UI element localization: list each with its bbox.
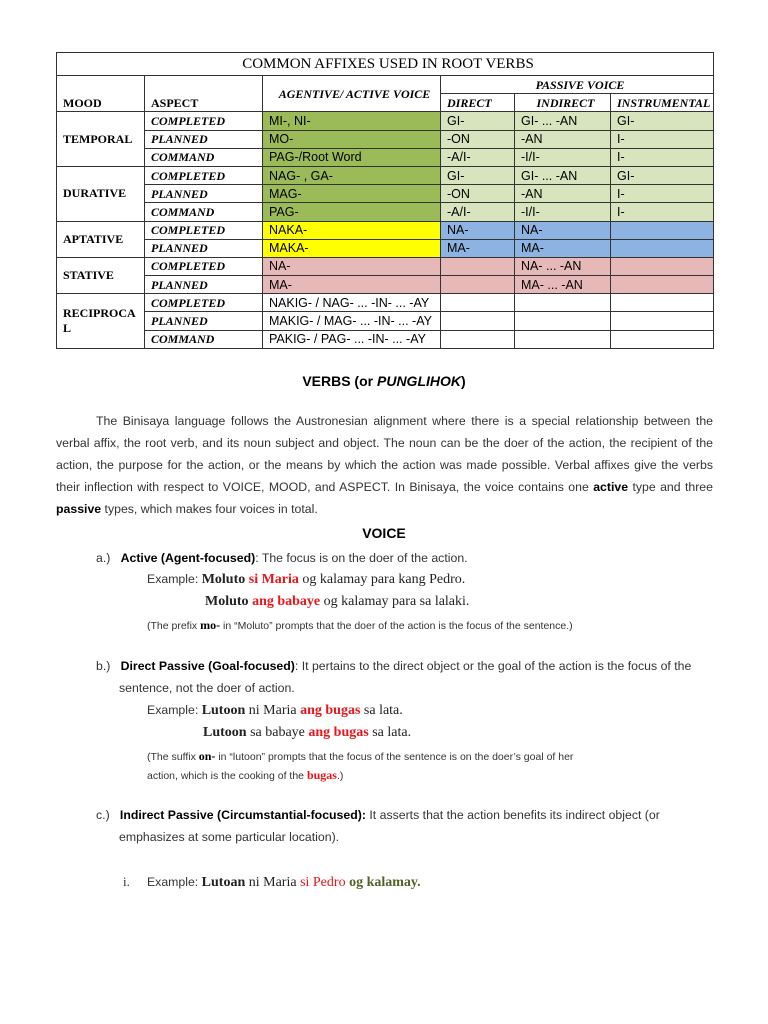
- indirect-cell: MA- ... -AN: [515, 276, 611, 294]
- instrumental-cell: I-: [611, 185, 714, 203]
- active-cell: MI-, NI-: [263, 112, 441, 130]
- direct-passive-item: b.) Direct Passive (Goal-focused): It pertains to the direct object or the goal of the action is the focus of the: [96, 659, 692, 673]
- indirect-cell: -I/I-: [515, 203, 611, 221]
- instrumental-cell: [611, 312, 714, 330]
- header-direct: DIRECT: [441, 94, 515, 112]
- indirect-cell: [515, 312, 611, 330]
- direct-cell: GI-: [441, 112, 515, 130]
- indirect-cell: MA-: [515, 239, 611, 257]
- aspect-cell: PLANNED: [145, 185, 263, 203]
- aspect-cell: COMPLETED: [145, 294, 263, 312]
- table-row: [57, 330, 714, 348]
- aspect-cell: COMPLETED: [145, 257, 263, 275]
- indirect-passive-item: c.) Indirect Passive (Circumstantial-focused): It asserts that the action benefits its indirect object (or: [96, 808, 660, 822]
- active-cell: PAKIG- / PAG- ... -IN- ... -AY: [263, 330, 441, 348]
- indirect-cell: NA-: [515, 221, 611, 239]
- header-passive: PASSIVE VOICE: [441, 76, 714, 94]
- instrumental-cell: I-: [611, 130, 714, 148]
- aspect-cell: PLANNED: [145, 239, 263, 257]
- aspect-cell: COMMAND: [145, 330, 263, 348]
- indirect-cell: -AN: [515, 130, 611, 148]
- direct-note-2: action, which is the cooking of the bugas.): [147, 768, 344, 782]
- table-row: [57, 112, 714, 130]
- instrumental-cell: I-: [611, 148, 714, 166]
- table-row: [57, 148, 714, 166]
- aspect-cell: COMPLETED: [145, 112, 263, 130]
- direct-cell: [441, 276, 515, 294]
- direct-cell: [441, 257, 515, 275]
- direct-cell: -ON: [441, 185, 515, 203]
- mood-stative: STATIVE: [57, 257, 145, 293]
- aspect-cell: PLANNED: [145, 130, 263, 148]
- verbs-heading: VERBS (or PUNGLIHOK): [302, 373, 466, 389]
- affix-table: [56, 52, 714, 349]
- direct-passive-desc-2: sentence, not the doer of action.: [119, 681, 295, 695]
- active-example-1: Example: Moluto si Maria og kalamay para kang Pedro.: [147, 572, 466, 587]
- active-cell: NAG- , GA-: [263, 166, 441, 184]
- active-cell: MA-: [263, 276, 441, 294]
- active-cell: PAG-/Root Word: [263, 148, 441, 166]
- table-row: [57, 166, 714, 184]
- instrumental-cell: [611, 239, 714, 257]
- direct-cell: [441, 294, 515, 312]
- instrumental-cell: [611, 294, 714, 312]
- indirect-cell: [515, 330, 611, 348]
- aspect-cell: COMMAND: [145, 148, 263, 166]
- indirect-cell: NA- ... -AN: [515, 257, 611, 275]
- table-row: [57, 185, 714, 203]
- table-row: [57, 239, 714, 257]
- active-voice-item: a.) Active (Agent-focused): The focus is on the doer of the action.: [96, 551, 468, 565]
- active-cell: NA-: [263, 257, 441, 275]
- instrumental-cell: I-: [611, 203, 714, 221]
- active-cell: NAKA-: [263, 221, 441, 239]
- active-example-2: Moluto ang babaye og kalamay para sa lalaki.: [205, 594, 470, 609]
- direct-cell: GI-: [441, 166, 515, 184]
- table-row: [57, 221, 714, 239]
- header-mood: MOOD: [57, 76, 145, 112]
- direct-example-2: Lutoon sa babaye ang bugas sa lata.: [203, 725, 412, 740]
- instrumental-cell: [611, 221, 714, 239]
- active-note: (The prefix mo- in “Moluto” prompts that the doer of the action is the focus of the sentence.): [147, 618, 573, 632]
- header-instrumental: INSTRUMENTAL: [611, 94, 714, 112]
- table-row: [57, 294, 714, 312]
- instrumental-cell: GI-: [611, 112, 714, 130]
- aspect-cell: PLANNED: [145, 276, 263, 294]
- table-row: [57, 203, 714, 221]
- direct-cell: -A/I-: [441, 148, 515, 166]
- mood-aptative: APTATIVE: [57, 221, 145, 257]
- table-title: COMMON AFFIXES USED IN ROOT VERBS: [57, 53, 714, 76]
- table-row: [57, 257, 714, 275]
- direct-cell: MA-: [441, 239, 515, 257]
- mood-temporal: TEMPORAL: [57, 112, 145, 167]
- instrumental-cell: GI-: [611, 166, 714, 184]
- active-cell: PAG-: [263, 203, 441, 221]
- direct-cell: NA-: [441, 221, 515, 239]
- indirect-cell: [515, 294, 611, 312]
- instrumental-cell: [611, 276, 714, 294]
- direct-cell: [441, 312, 515, 330]
- table-row: [57, 130, 714, 148]
- direct-cell: -A/I-: [441, 203, 515, 221]
- instrumental-cell: [611, 257, 714, 275]
- intro-paragraph: The Binisaya language follows the Austronesian alignment where there is a special relationship between the verbal affix, the root verb, and its noun subject and object. The noun can be the doer of the action, the recipient of the action, the purpose for the action, or the means by which the action was made possible. Verbal affixes give the verbs their inflection with respect to VOICE, MOOD, and ASPECT. In Binisaya, the voice contains one active type and three passive types, which makes four voices in total.: [56, 414, 713, 516]
- direct-cell: -ON: [441, 130, 515, 148]
- direct-cell: [441, 330, 515, 348]
- aspect-cell: COMPLETED: [145, 166, 263, 184]
- active-cell: NAKIG- / NAG- ... -IN- ... -AY: [263, 294, 441, 312]
- aspect-cell: PLANNED: [145, 312, 263, 330]
- mood-reciprocal: RECIPROCA L: [57, 294, 145, 349]
- active-cell: MAKA-: [263, 239, 441, 257]
- aspect-cell: COMPLETED: [145, 221, 263, 239]
- header-agentive: AGENTIVE/ ACTIVE VOICE: [263, 76, 441, 112]
- indirect-example-1: i. Example: Lutoan ni Maria si Pedro og kalamay.: [123, 874, 421, 890]
- table-row: [57, 276, 714, 294]
- active-cell: MAKIG- / MAG- ... -IN- ... -AY: [263, 312, 441, 330]
- table-row: [57, 312, 714, 330]
- voice-heading: VOICE: [362, 525, 406, 541]
- mood-durative: DURATIVE: [57, 166, 145, 221]
- indirect-cell: -AN: [515, 185, 611, 203]
- active-cell: MAG-: [263, 185, 441, 203]
- header-aspect: ASPECT: [145, 76, 263, 112]
- indirect-passive-desc-2: emphasizes at some particular location).: [119, 830, 340, 844]
- active-cell: MO-: [263, 130, 441, 148]
- header-indirect: INDIRECT: [515, 94, 611, 112]
- indirect-cell: GI- ... -AN: [515, 112, 611, 130]
- instrumental-cell: [611, 330, 714, 348]
- direct-note-1: (The suffix on- in “lutoon” prompts that the focus of the sentence is on the doer’s goal of her: [147, 749, 574, 763]
- aspect-cell: COMMAND: [145, 203, 263, 221]
- direct-example-1: Example: Lutoon ni Maria ang bugas sa lata.: [147, 703, 403, 718]
- indirect-cell: -I/I-: [515, 148, 611, 166]
- indirect-cell: GI- ... -AN: [515, 166, 611, 184]
